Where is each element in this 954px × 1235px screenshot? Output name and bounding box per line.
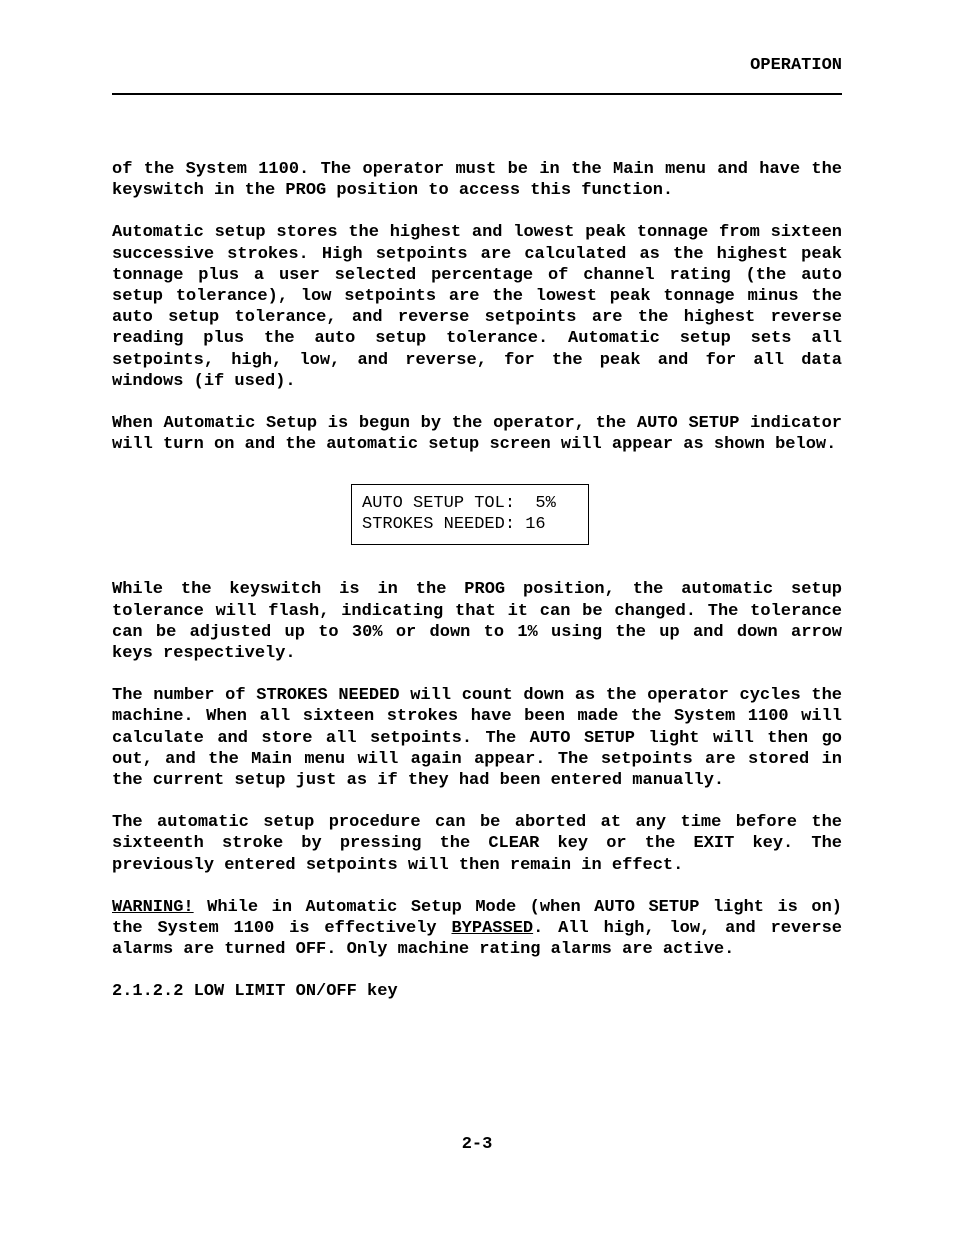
warning-text-a: While in Automatic Setup Mode (when AUTO SETUP light is on) the System 1100 is effectively	[112, 897, 842, 939]
auto-setup-screen	[351, 484, 589, 545]
paragraph-auto-setup-begin: When Automatic Setup is begun by the operator, the AUTO SETUP indicator will turn on and the automatic setup screen will appear as shown below.	[112, 414, 842, 455]
paragraph-intro: of the System 1100. The operator must be in the Main menu and have the keyswitch in the PROG position to access this function.	[112, 160, 842, 201]
section-heading: 2.1.2.2 LOW LIMIT ON/OFF key	[112, 982, 398, 1002]
paragraph-auto-setup-description: Automatic setup stores the highest and lowest peak tonnage from sixteen successive strokes. High setpoints are calculated as the highest peak tonnage plus a user selected percentage of channel rating (the auto setup tolerance), low setpoints are the lowest peak tonnage minus the auto setup tolerance, and reverse setpoints are the highest reverse reading plus the auto setup tolerance. Automatic setup sets all setpoints, high, low, and reverse, for the peak and for all data windows (if used).	[112, 223, 842, 391]
screen-line-tolerance: AUTO SETUP TOL: 5%	[362, 494, 556, 514]
screen-line-strokes: STROKES NEEDED: 16	[362, 515, 546, 535]
warning-text-b: . All high, low, and reverse alarms are turned OFF. Only machine rating alarms are active.	[112, 919, 842, 960]
screen-example-wrapper	[112, 476, 842, 545]
page-number: 2-3	[461, 1135, 493, 1154]
paragraph-abort: The automatic setup procedure can be aborted at any time before the sixteenth stroke by pressing the CLEAR key or the EXIT key. The previously entered setpoints will then remain in effect.	[112, 813, 842, 875]
header-rule	[112, 93, 842, 95]
paragraph-strokes-count: The number of STROKES NEEDED will count down as the operator cycles the machine. When all sixteen strokes have been made the System 1100 will calculate and store all setpoints. The AUTO SETUP light will then go out, and the Main menu will again appear. The setpoints are stored in the current setup just as if they had been entered manually.	[112, 686, 842, 791]
paragraph-warning	[112, 897, 842, 961]
page-body	[112, 159, 842, 1002]
paragraph-tolerance-adjust: While the keyswitch is in the PROG position, the automatic setup tolerance will flash, indicating that it can be changed. The tolerance can be adjusted up to 30% or down to 1% using the up and down arrow keys respectively.	[112, 580, 842, 664]
warning-label: WARNING!	[112, 897, 194, 917]
page-header-title: OPERATION	[750, 56, 842, 75]
warning-bypassed-emphasis: BYPASSED	[451, 919, 534, 939]
